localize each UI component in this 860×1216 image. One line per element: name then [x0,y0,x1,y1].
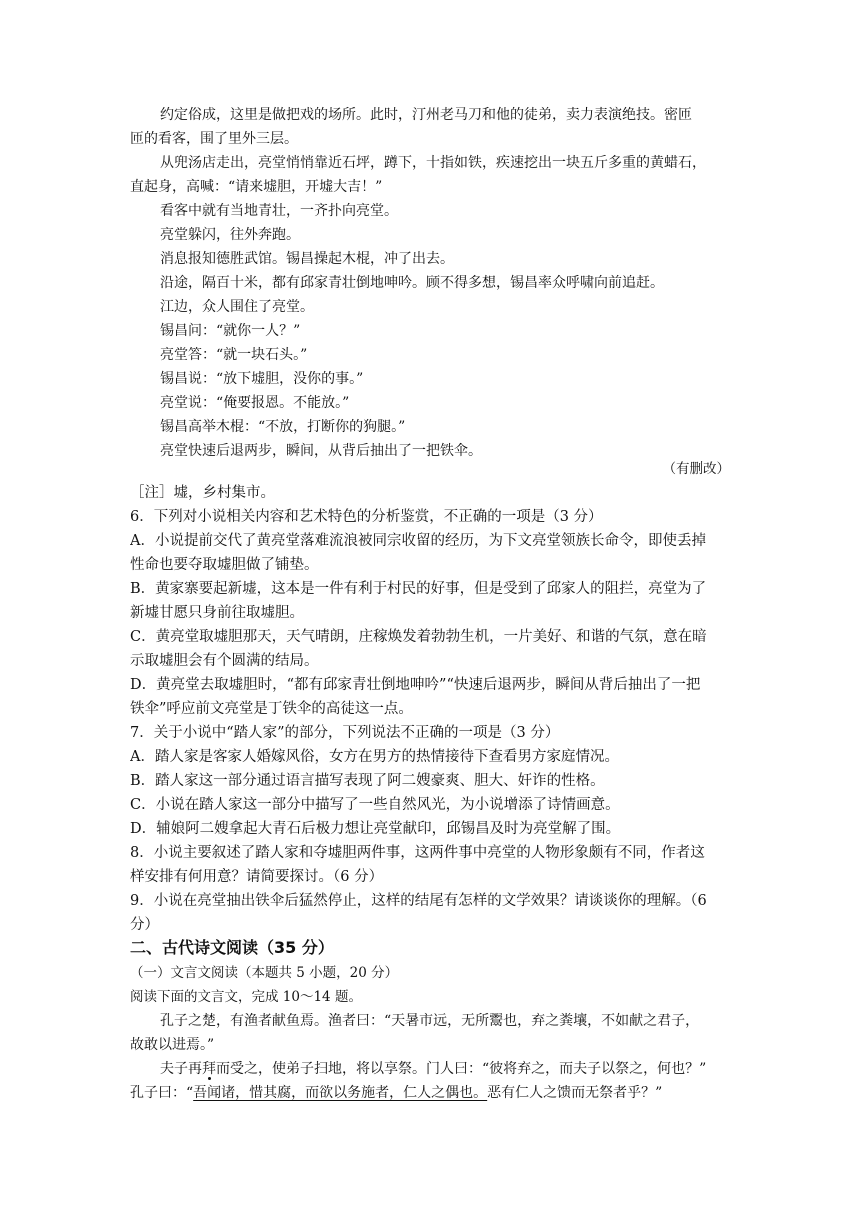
question-8: 8．小说主要叙述了踏人家和夺墟胆两件事，这两件事中亮堂的人物形象颇有不同，作者这 [130,845,705,861]
story-paragraph: 消息报知德胜武馆。锡昌操起木棍，冲了出去。 [160,251,454,267]
story-paragraph-line: 从兜汤店走出，亮堂悄悄靠近石坪，蹲下，十指如铁，疾速挖出一块五斤多重的黄蜡石， [160,155,706,171]
option-6b-cont: 新墟甘愿只身前往取墟胆。 [130,605,304,621]
classical-text-line: 孔子之楚，有渔者献鱼焉。渔者曰：“天暑市远，无所鬻也，弃之粪壤，不如献之君子， [160,1013,700,1029]
underlined-sentence: 吾闻诸，惜其腐，而欲以务施者，仁人之偶也。 [193,1085,488,1101]
section-heading: 二、古代诗文阅读（35 分） [130,938,334,957]
story-dialogue: 锡昌高举木棍：“不放，打断你的狗腿。” [160,419,406,435]
story-paragraph: 沿途，隔百十米，都有邱家青壮倒地呻吟。顾不得多想，锡昌率众呼啸向前追赶。 [160,275,664,291]
option-6b: B．黄家寨要起新墟，这本是一件有利于村民的好事，但是受到了邱家人的阻拦，亮堂为了 [130,581,707,597]
classical-text-segment: 恶有仁人之馈而无祭者乎？” [487,1085,663,1101]
question-9: 9．小说在亮堂抽出铁伞后猛然停止，这样的结尾有怎样的文学效果？请谈谈你的理解。（6 [130,893,707,909]
reading-instruction: 阅读下面的文言文，完成 10～14 题。 [130,989,362,1005]
classical-text-line: 故敢以进焉。” [130,1037,215,1053]
story-paragraph: 亮堂快速后退两步，瞬间，从背后抽出了一把铁伞。 [160,443,482,459]
option-7a: A．踏人家是客家人婚嫁风俗，女方在男方的热情接待下查看男方家庭情况。 [130,749,619,765]
source-note: （有删改） [662,461,730,477]
option-6d: D．黄亮堂去取墟胆时，“都有邱家青壮倒地呻吟”“快速后退两步，瞬间从背后抽出了一把 [130,677,701,693]
option-7b: B．踏人家这一部分通过语言描写表现了阿二嫂豪爽、胆大、奸诈的性格。 [130,773,605,789]
story-paragraph-line: 直起身，高喊：“请来墟胆，开墟大吉！” [130,179,383,195]
story-dialogue: 亮堂说：“俺要报恩。不能放。” [160,395,350,411]
story-paragraph: 亮堂躲闪，往外奔跑。 [160,227,300,243]
story-dialogue: 亮堂答：“就一块石头。” [160,347,308,363]
question-7: 7．关于小说中“踏人家”的部分，下列说法不正确的一项是（3 分） [130,725,560,741]
option-6a-cont: 性命也要夺取墟胆做了铺垫。 [130,557,319,573]
story-paragraph: 看客中就有当地青壮，一齐扑向亮堂。 [160,203,398,219]
option-6c-cont: 示取墟胆会有个圆满的结局。 [130,653,319,669]
footnote: ［注］墟，乡村集市。 [130,485,275,501]
option-7c: C．小说在踏人家这一部分中描写了一些自然风光，为小说增添了诗情画意。 [130,797,620,813]
option-6a: A．小说提前交代了黄亮堂落难流浪被同宗收留的经历，为下文亮堂领族长命令，即使丢掉 [130,533,706,549]
option-7d: D．辅娘阿二嫂拿起大青石后极力想让亮堂献印，邱锡昌及时为亮堂解了围。 [130,821,621,837]
classical-text-segment: 而受之，使弟子扫地，将以享祭。门人曰：“彼将弃之，而夫子以祭之，何也？” [216,1061,707,1077]
story-dialogue: 锡昌问：“就你一人？” [160,323,301,339]
story-paragraph-line: 匝的看客，围了里外三层。 [130,131,298,147]
story-paragraph: 江边，众人围住了亮堂。 [160,299,314,315]
classical-text-line [160,1057,730,1081]
question-6: 6．下列对小说相关内容和艺术特色的分析鉴赏，不正确的一项是（3 分） [130,509,603,525]
question-8-cont: 样安排有何用意？请简要探讨。（6 分） [130,869,384,885]
emphasis-dot-char: 拜 [202,1061,216,1077]
classical-text-line [130,1081,730,1105]
question-9-cont: 分） [130,917,159,933]
story-dialogue: 锡昌说：“放下墟胆，没你的事。” [160,371,364,387]
story-paragraph-line: 约定俗成，这里是做把戏的场所。此时，汀州老马刀和他的徒弟，卖力表演绝技。密匝 [160,107,692,123]
option-6d-cont: 铁伞”呼应前文亮堂是丁铁伞的高徒这一点。 [130,701,413,717]
classical-text-segment: 夫子再 [160,1061,202,1077]
option-6c: C．黄亮堂取墟胆那天，天气晴朗，庄稼焕发着勃勃生机，一片美好、和谐的气氛，意在暗 [130,629,707,645]
subsection-heading: （一）文言文阅读（本题共 5 小题，20 分） [130,965,399,981]
classical-text-segment: 孔子曰：“ [130,1085,194,1101]
